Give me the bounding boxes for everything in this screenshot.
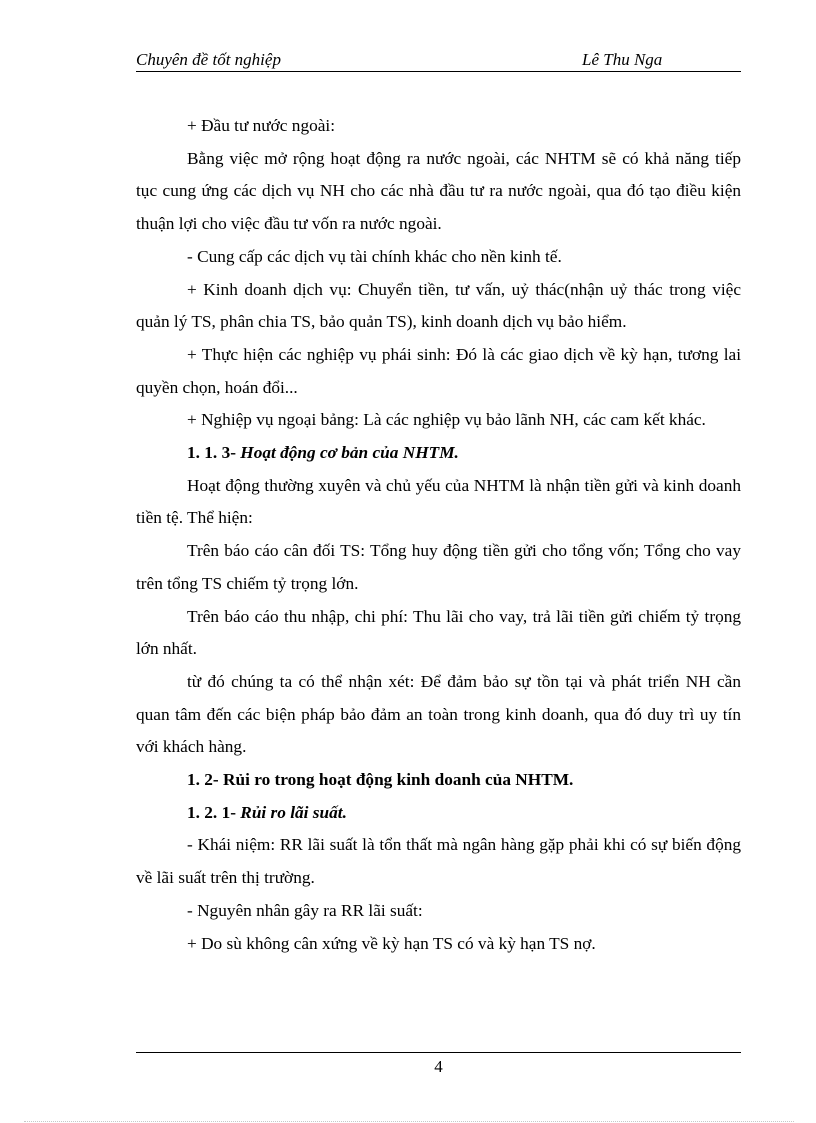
header-document-title: Chuyên đề tốt nghiệp	[136, 50, 281, 69]
heading-1-2-1-number: 1. 2. 1-	[187, 802, 236, 822]
paragraph-core-activities: Hoạt động thường xuyên và chủ yếu của NHTM là nhận tiền gửi và kinh doanh tiền tệ. Thể hiện:	[136, 475, 741, 528]
heading-1-1-3-number: 1. 1. 3-	[187, 443, 236, 463]
document-body	[136, 110, 741, 960]
heading-1-2-1-title: Rủi ro lãi suất.	[240, 802, 347, 822]
paragraph-foreign-investment: + Đầu tư nước ngoài:	[187, 116, 335, 135]
paragraph-other-financial-services: - Cung cấp các dịch vụ tài chính khác cho nền kinh tế.	[187, 246, 562, 266]
header-author-name: Lê Thu Nga	[582, 50, 663, 69]
paragraph-income-statement: Trên báo cáo thu nhập, chi phí: Thu lãi cho vay, trả lãi tiền gửi chiếm tỷ trọng lớn nhất.	[136, 606, 741, 659]
paragraph-derivatives: + Thực hiện các nghiệp vụ phái sinh: Đó là các giao dịch về kỳ hạn, tương lai quyền chọn, hoán đổi...	[136, 344, 741, 397]
heading-1-1-3	[136, 437, 741, 470]
paragraph-service-business: + Kinh doanh dịch vụ: Chuyển tiền, tư vấn, uỷ thác(nhận uỷ thác trong việc quản lý TS, phân chia TS, bảo quản TS), kinh doanh dịch vụ bảo hiểm.	[136, 279, 741, 332]
heading-1-2: 1. 2- Rủi ro trong hoạt động kinh doanh của NHTM.	[187, 770, 574, 790]
page-number: 4	[434, 1057, 443, 1076]
paragraph-maturity-mismatch: + Do sù không cân xứng về kỳ hạn TS có và kỳ hạn TS nợ.	[187, 933, 596, 953]
heading-1-1-3-title: Hoạt động cơ bản của NHTM.	[240, 443, 459, 463]
paragraph-interest-rate-risk-definition: - Khái niệm: RR lãi suất là tổn thất mà ngân hàng gặp phải khi có sự biến động về lãi suất trên thị trường.	[136, 835, 741, 888]
paragraph-balance-sheet: Trên báo cáo cân đối TS: Tổng huy động tiền gửi cho tổng vốn; Tổng cho vay trên tổng TS chiếm tỷ trọng lớn.	[136, 541, 741, 593]
page-header	[136, 49, 741, 72]
paragraph-expansion-abroad: Bằng việc mở rộng hoạt động ra nước ngoài, các NHTM sẽ có khả năng tiếp tục cung ứng các dịch vụ NH cho các nhà đầu tư ra nước ngoài, qua đó tạo điều kiện thuận lợi cho việc đầu tư vốn ra nước ngoài.	[136, 148, 741, 234]
paragraph-conclusion: từ đó chúng ta có thể nhận xét: Để đảm bảo sự tồn tại và phát triển NH cần quan tâm đến các biện pháp bảo đảm an toàn trong kinh doanh, qua đó duy trì uy tín với khách hàng.	[136, 671, 741, 757]
heading-1-2-1	[136, 797, 741, 830]
page-bottom-edge	[24, 1121, 794, 1122]
paragraph-interest-rate-risk-causes: - Nguyên nhân gây ra RR lãi suất:	[187, 900, 423, 920]
paragraph-off-balance-sheet: + Nghiệp vụ ngoại bảng: Là các nghiệp vụ bảo lãnh NH, các cam kết khác.	[187, 410, 706, 430]
footer-divider	[136, 1052, 741, 1053]
